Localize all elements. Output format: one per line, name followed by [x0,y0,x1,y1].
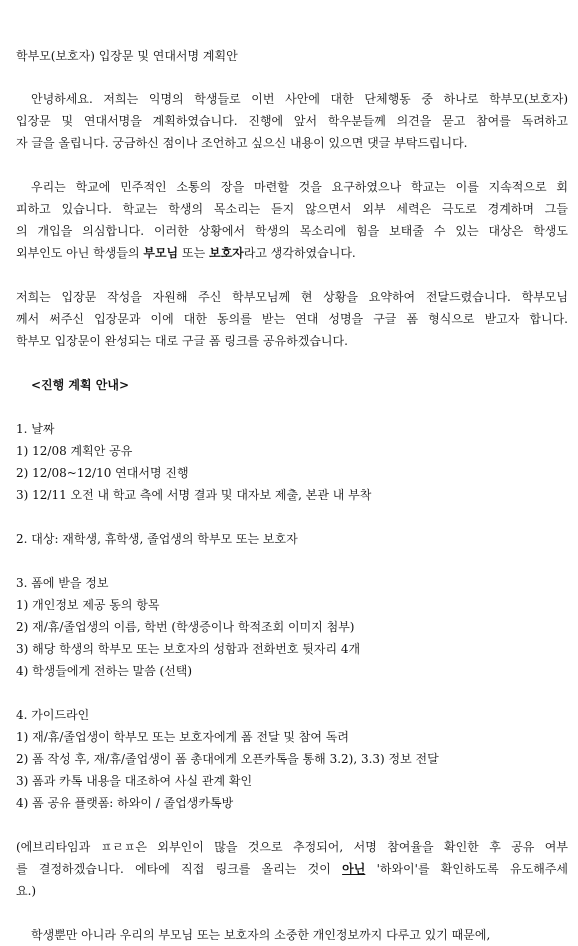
context-paragraph [16,176,568,264]
note-paragraph [16,836,568,902]
list-item: 1) 개인정보 제공 동의 항목 [16,598,160,612]
context-text: 외부인도 아닌 학생들의 [16,246,144,260]
list-item: 4) 폼 공유 플랫폼: 하와이 / 졸업생카톡방 [16,796,234,810]
list-item: 2) 12/08~12/10 연대서명 진행 [16,466,189,480]
list-item: 1) 12/08 계획안 공유 [16,444,133,458]
date-section [16,418,568,506]
context-text: 또는 [178,246,209,260]
closing-paragraph: 학생뿐만 아니라 우리의 부모님 또는 보호자의 소중한 개인정보까지 다루고 있기 때문에, [31,928,491,942]
list-item: 4) 학생들에게 전하는 말씀 (선택) [16,664,193,678]
intro-line: 자 글을 올립니다. 궁금하신 점이나 조언하고 싶으신 내용이 있으면 댓글 부탁드립니다. [16,136,468,150]
list-item: 2) 재/휴/졸업생의 이름, 학번 (학생증이나 학적조회 이미지 첨부) [16,620,355,634]
section-heading: 2. 대상: 재학생, 휴학생, 졸업생의 학부모 또는 보호자 [16,532,298,546]
note-text: 를 결정하겠습니다. 에타에 직접 링크를 올리는 것이 [16,862,343,876]
list-item: 1) 재/휴/졸업생이 학부모 또는 보호자에게 폼 전달 및 참여 독려 [16,730,349,744]
context-line: 피하고 있습니다. 학교는 학생의 목소리는 듣지 않으면서 외부 세력은 극도로 경계하며 그들 [16,202,568,216]
list-item: 3) 해당 학생의 학부모 또는 보호자의 성함과 전화번호 뒷자리 4개 [16,642,361,656]
not-emphasis: 아닌 [342,862,366,876]
list-item: 3) 12/11 오전 내 학교 측에 서명 결과 및 대자보 제출, 본관 내 부착 [16,488,372,502]
context-text: 라고 생각하였습니다. [243,246,356,260]
statement-paragraph [16,286,568,352]
section-heading: 3. 폼에 받을 정보 [16,576,109,590]
section-heading: 1. 날짜 [16,422,55,436]
guardian-emphasis: 보호자 [208,246,244,260]
document-title: 학부모(보호자) 입장문 및 연대서명 계획안 [16,49,238,63]
note-line [16,858,568,880]
list-item: 2) 폼 작성 후, 재/휴/졸업생이 폼 총대에게 오픈카톡을 통해 3.2), 3.3) 정보 전달 [16,752,439,766]
note-text: '하와이'를 확인하도록 유도해주세 [365,862,568,876]
statement-line: 께서 써주신 입장문과 이에 대한 동의를 받는 연대 성명을 구글 폼 형식으로 받고자 합니다. [16,312,568,326]
intro-line: 안녕하세요. 저희는 익명의 학생들로 이번 사안에 대한 단체행동 중 하나로 학부모(보호자) [31,92,568,106]
parents-emphasis: 부모님 [143,246,179,260]
target-section [16,528,568,550]
note-line: (에브리타임과 ㅍㄹㅍ은 외부인이 많을 것으로 추정되어, 서명 참여율을 확인한 후 공유 여부 [16,840,568,854]
section-heading: 4. 가이드라인 [16,708,90,722]
intro-line: 입장문 및 연대서명을 계획하였습니다. 진행에 앞서 학우분들께 의견을 묻고 참여를 독려하고 [16,114,568,128]
statement-line: 학부모 입장문이 완성되는 대로 구글 폼 링크를 공유하겠습니다. [16,334,348,348]
plan-heading: <진행 계획 안내> [31,378,130,392]
form-info-section [16,572,568,682]
guideline-section [16,704,568,814]
list-item: 3) 폼과 카톡 내용을 대조하여 사실 관계 확인 [16,774,253,788]
intro-paragraph [16,88,568,154]
context-line: 우리는 학교에 민주적인 소통의 장을 마련할 것을 요구하였으나 학교는 이를 지속적으로 회 [31,180,568,194]
context-line [16,242,568,264]
statement-line: 저희는 입장문 작성을 자원해 주신 학부모님께 현 상황을 요약하여 전달드렸습니다. 학부모님 [16,290,568,304]
context-line: 의 개입을 의심합니다. 이러한 상황에서 학생의 목소리에 힘을 보태줄 수 있는 대상은 학생도 [16,224,568,238]
note-line: 요.) [16,884,37,898]
